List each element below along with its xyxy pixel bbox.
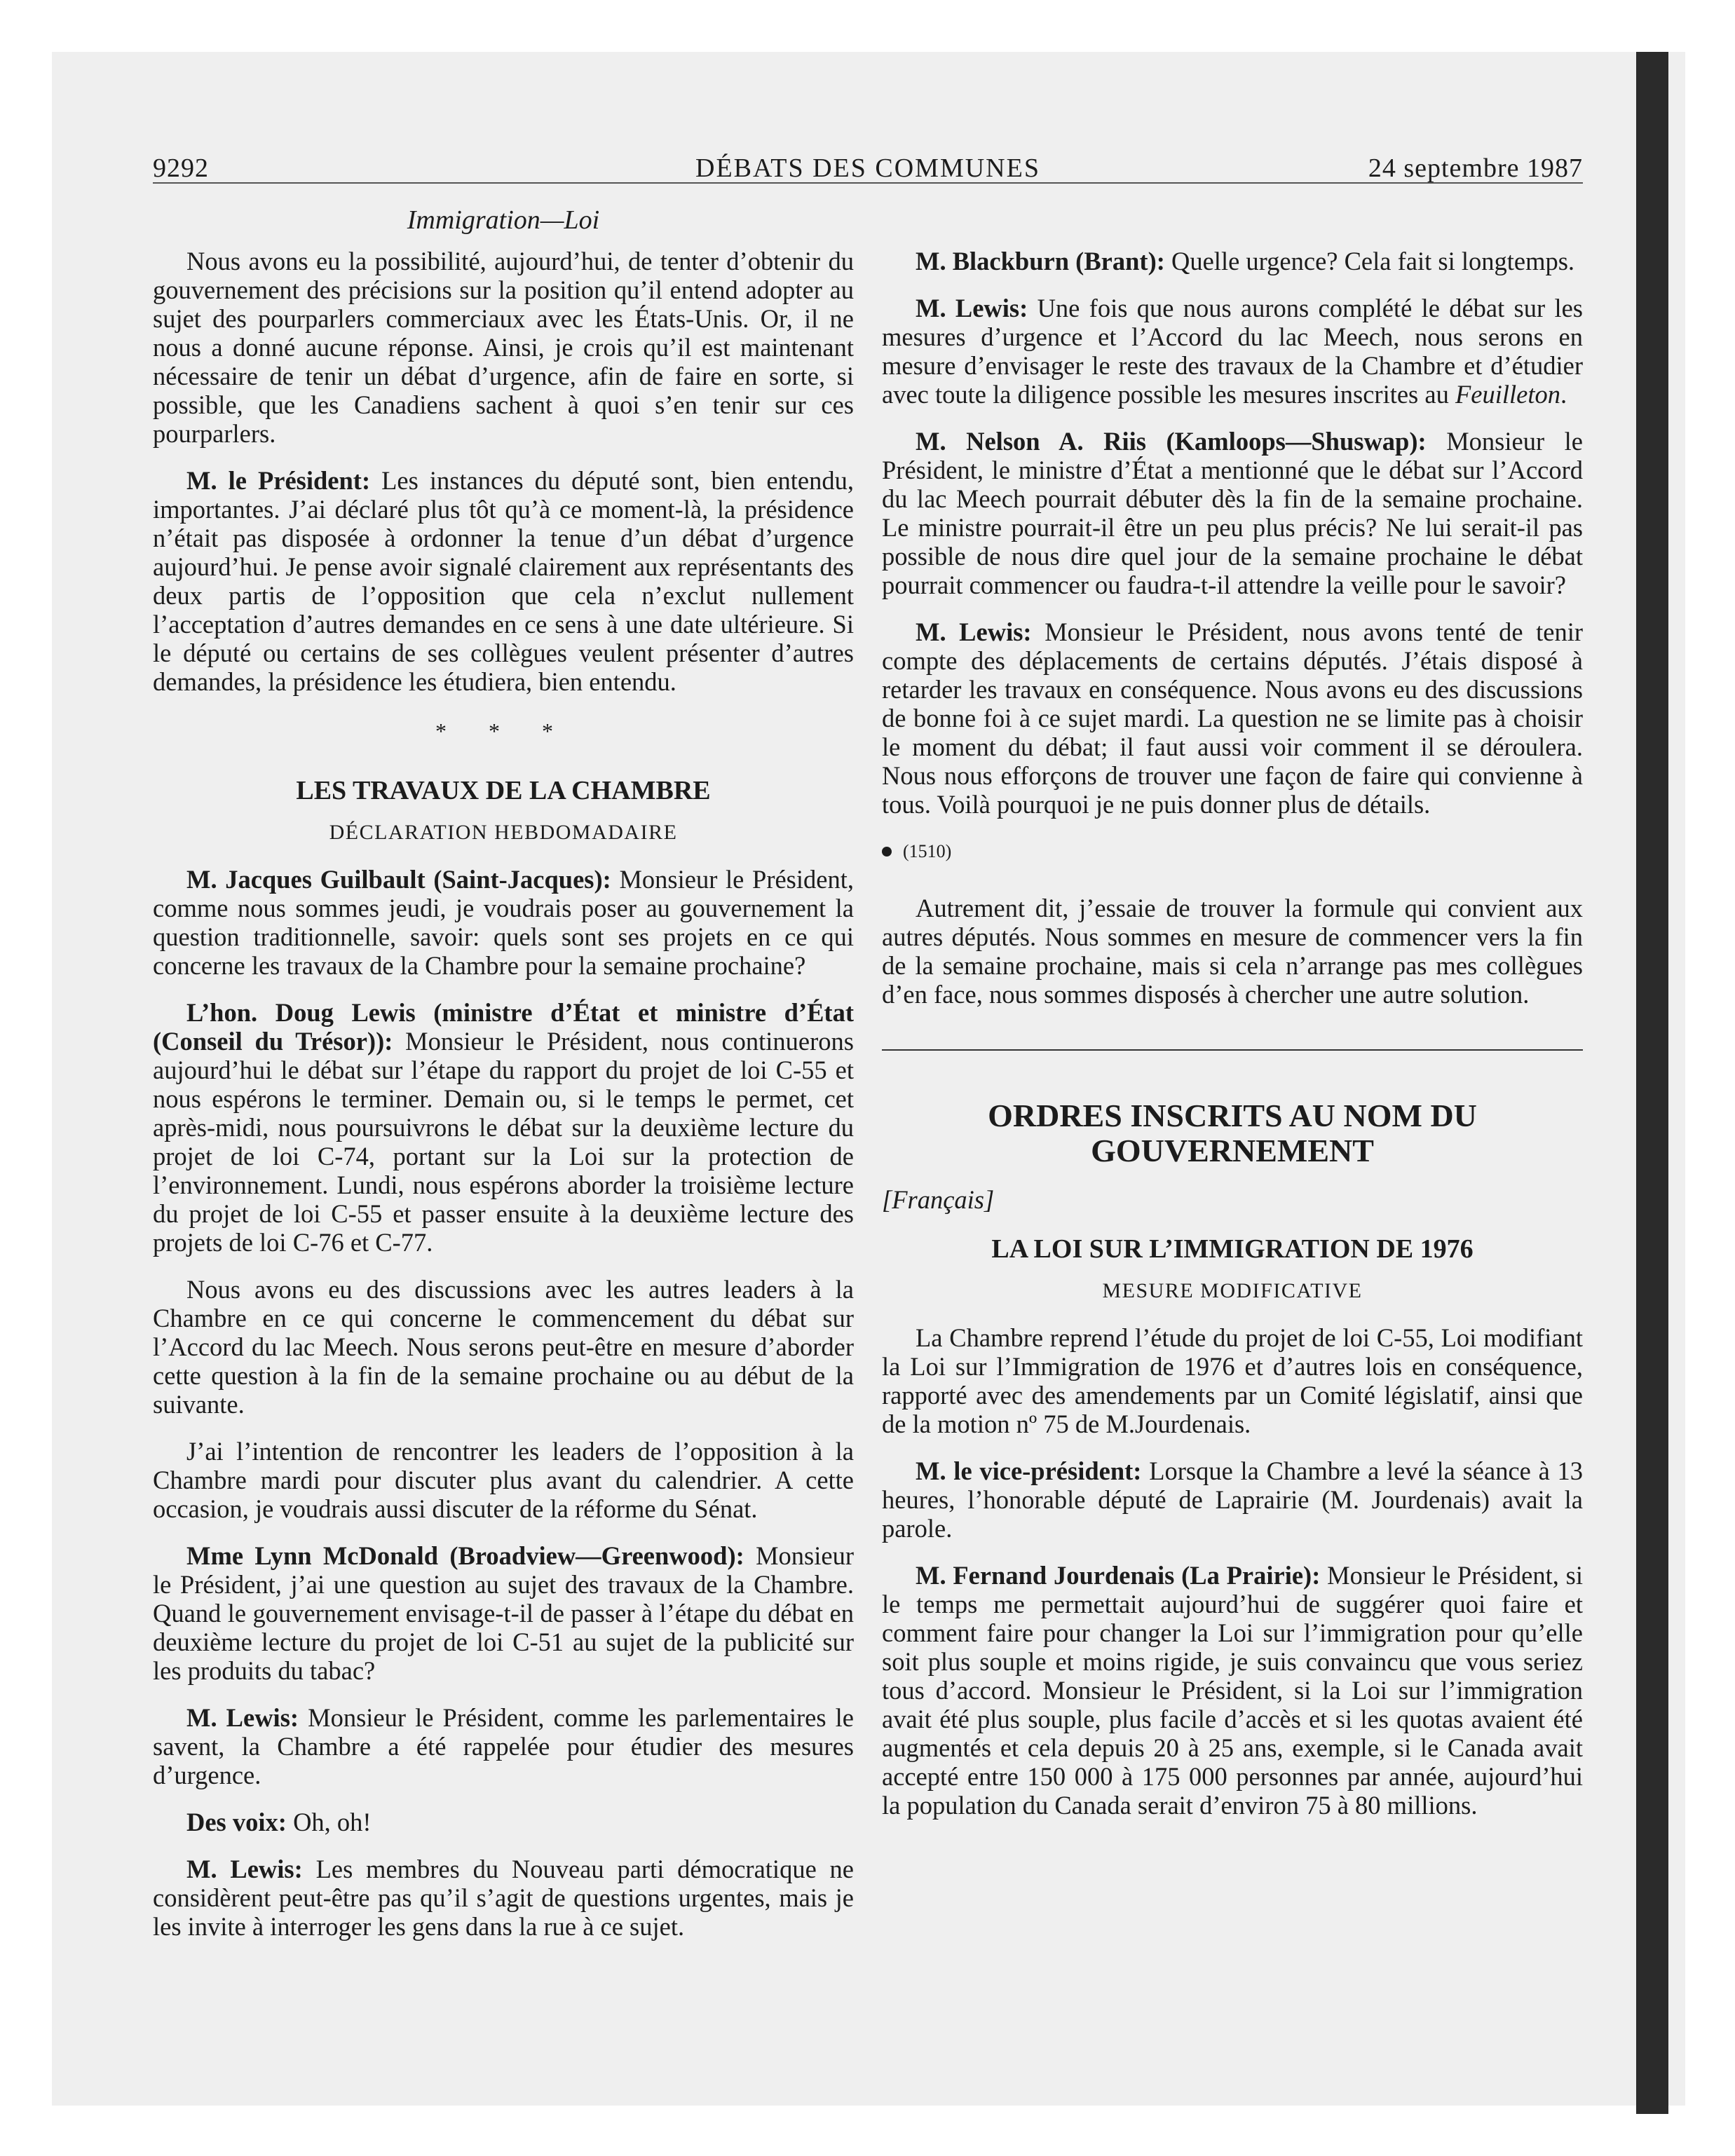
paragraph xyxy=(153,998,854,1257)
speaker-name: L’hon. Doug Lewis (ministre d’État et ministre d’État (Conseil du Trésor)): xyxy=(153,998,854,1056)
bill-title: LA LOI SUR L’IMMIGRATION DE 1976 xyxy=(991,1234,1474,1264)
paragraph xyxy=(153,1808,854,1836)
orders-heading-line1: ORDRES INSCRITS AU NOM DU xyxy=(988,1098,1477,1133)
page-date: 24 septembre 1987 xyxy=(1368,153,1583,183)
paragraph: Nous avons eu des discussions avec les autres leaders à la Chambre en ce qui concerne le commencement du débat sur l’Accord du lac Meech. Nous serons peut-être en mesure d’aborder cette question à la fin de la semaine prochaine ou au début de la suivante. xyxy=(153,1275,854,1419)
speech-text: Monsieur le Président, nous continuerons aujourd’hui le débat sur l’étape du rapport du projet de loi C-55 et nous espérons le terminer. Demain ou, si le temps le permet, cet après-midi, nous poursuivrons le débat sur la deuxième lecture du projet de loi C-74, portant sur la Loi sur la protection de l’environnement. Lundi, nous espérons aborder la troisième lecture du projet de loi C-55 et passer ensuite à la deuxième lecture des projets de loi C-76 et C-77. xyxy=(153,1027,854,1257)
speaker-name: M. Fernand Jourdenais (La Prairie): xyxy=(916,1561,1321,1590)
timestamp-text: (1510) xyxy=(903,841,952,861)
paragraph xyxy=(153,1855,854,1941)
speaker-name: M. Jacques Guilbault (Saint-Jacques): xyxy=(186,865,611,894)
speaker-name: M. Lewis: xyxy=(916,294,1028,322)
bullet-icon xyxy=(882,847,892,857)
speech-text: Oh, oh! xyxy=(286,1808,372,1836)
speaker-name: M. Blackburn (Brant): xyxy=(916,247,1165,275)
speaker-name: M. Lewis: xyxy=(186,1703,299,1732)
paragraph xyxy=(882,427,1583,599)
paragraph xyxy=(882,1456,1583,1543)
section-divider xyxy=(882,1049,1583,1051)
speech-text: Les instances du député sont, bien entendu, importantes. J’ai déclaré plus tôt qu’à ce moment-là, la présidence n’était pas disposée à ordonner la tenue d’un débat d’urgence aujourd’hui. Je pense avoir signalé clairement aux représentants des deux partis de l’opposition que cela n’exclut nullement l’acceptation d’autres demandes en ce sens à une date ultérieure. Si le député ou certains de ses collègues veulent présenter d’autres demandes, la présidence les étudiera, bien entendu. xyxy=(153,466,854,696)
paragraph xyxy=(882,247,1583,275)
speech-text: Monsieur le Président, comme les parlementaires le savent, la Chambre a été rappelée pour étudier des mesures d’urgence. xyxy=(153,1703,854,1789)
speech-text: Monsieur le Président, j’ai une question au sujet des travaux de la Chambre. Quand le gouvernement envisage-t-il de passer à l’étape du débat en deuxième lecture du projet de loi C-51 au sujet de la publicité sur les produits du tabac? xyxy=(153,1541,854,1685)
speaker-name: Des voix: xyxy=(186,1808,287,1836)
running-head: Immigration—Loi xyxy=(407,205,600,235)
speech-text: Une fois que nous aurons complété le débat sur les mesures d’urgence et l’Accord du lac Meech, nous serons en mesure d’envisager le reste des travaux de la Chambre et d’étudier avec toute la diligence possible les mesures inscrites au xyxy=(882,294,1584,409)
paragraph xyxy=(882,1561,1583,1820)
orders-heading-line2: GOUVERNEMENT xyxy=(1091,1133,1374,1168)
speech-text: Monsieur le Président, comme nous sommes jeudi, je voudrais poser au gouvernement la question traditionnelle, savoir: quels sont ses projets en ce qui concerne les travaux de la Chambre pour la semaine prochaine? xyxy=(153,865,854,980)
page-number: 9292 xyxy=(153,153,209,183)
paragraph xyxy=(153,865,854,980)
right-column xyxy=(882,247,1583,1838)
section-separator: * * * xyxy=(435,718,571,744)
left-column xyxy=(153,247,854,1959)
section-title: LES TRAVAUX DE LA CHAMBRE xyxy=(296,776,711,805)
speaker-name: M. Nelson A. Riis (Kamloops—Shuswap): xyxy=(916,427,1427,456)
speaker-name: M. Lewis: xyxy=(186,1855,303,1883)
paragraph: La Chambre reprend l’étude du projet de loi C-55, Loi modifiant la Loi sur l’Immigration de 1976 et d’autres lois en conséquence, rapporté avec des amendements par un Comité législatif, ainsi que de la motion nº 75 de M.Jourdenais. xyxy=(882,1323,1583,1438)
bill-subtitle: MESURE MODIFICATIVE xyxy=(1102,1279,1363,1302)
section-subtitle: DÉCLARATION HEBDOMADAIRE xyxy=(329,821,678,844)
paragraph xyxy=(153,1541,854,1685)
paragraph: J’ai l’intention de rencontrer les leaders de l’opposition à la Chambre mardi pour discuter plus avant du calendrier. A cette occasion, je voudrais aussi discuter de la réforme du Sénat. xyxy=(153,1437,854,1523)
language-tag: [Français] xyxy=(882,1185,995,1214)
speech-text: Monsieur le Président, le ministre d’État a mentionné que le débat sur l’Accord du lac Meech pourrait débuter dès la fin de la semaine prochaine. Le ministre pourrait-il être un peu plus précis? Ne lui serait-il pas possible de nous dire quel jour de la semaine prochaine le débat pourrait commencer ou faudra-t-il attendre la veille pour le savoir? xyxy=(882,427,1583,599)
speaker-name: Mme Lynn McDonald (Broadview—Greenwood): xyxy=(186,1541,744,1570)
journal-title: DÉBATS DES COMMUNES xyxy=(695,153,1040,183)
speech-text: Quelle urgence? Cela fait si longtemps. xyxy=(1164,247,1575,275)
paragraph xyxy=(882,618,1583,819)
italic-term: Feuilleton xyxy=(1455,380,1560,409)
paragraph xyxy=(882,294,1583,409)
paragraph xyxy=(153,466,854,696)
speaker-name: M. le vice-président: xyxy=(916,1456,1142,1485)
speech-text: Monsieur le Président, nous avons tenté de tenir compte des déplacements de certains députés. J’étais disposé à retarder les travaux en conséquence. Nous avons eu des discussions de bonne foi à ce sujet mardi. La question ne se limite pas à choisir le moment du débat; il faut aussi voir comment il se déroulera. Nous nous efforçons de trouver une façon de faire qui convienne à tous. Voilà pourquoi je ne puis donner plus de détails. xyxy=(882,618,1584,819)
page-header xyxy=(153,149,1583,184)
paragraph xyxy=(153,1703,854,1789)
speech-text: Lorsque la Chambre a levé la séance à 13 heures, l’honorable député de Laprairie (M. Jourdenais) avait la parole. xyxy=(882,1456,1583,1543)
speech-text-end: . xyxy=(1560,380,1567,409)
paragraph: Nous avons eu la possibilité, aujourd’hui, de tenter d’obtenir du gouvernement des précisions sur la position qu’il entend adopter au sujet des pourparlers commerciaux avec les États-Unis. Or, il ne nous a donné aucune réponse. Ainsi, je crois qu’il est maintenant nécessaire de tenir un débat d’urgence, afin de faire en sorte, si possible, que les Canadiens sachent à quoi s’en tenir sur ces pourparlers. xyxy=(153,247,854,448)
speaker-name: M. le Président: xyxy=(186,466,371,495)
orders-heading xyxy=(882,1098,1583,1168)
speaker-name: M. Lewis: xyxy=(916,618,1032,646)
speech-text: Les membres du Nouveau parti démocratique ne considèrent peut-être pas qu’il s’agit de questions urgentes, mais je les invite à interroger les gens dans la rue à ce sujet. xyxy=(153,1855,855,1941)
scan-edge xyxy=(1636,52,1668,2114)
timestamp-marker xyxy=(882,837,1583,866)
paragraph: Autrement dit, j’essaie de trouver la formule qui convient aux autres députés. Nous sommes en mesure de commencer vers la fin de la semaine prochaine, mais si cela n’arrange pas mes collègues d’en face, nous sommes disposés à chercher une autre solution. xyxy=(882,894,1583,1009)
speech-text: Monsieur le Président, si le temps me permettait aujourd’hui de suggérer quoi faire et comment faire pour changer la Loi sur l’immigration pour qu’elle soit plus souple et moins rigide, je suis convaincu que vous seriez tous d’accord. Monsieur le Président, si la Loi sur l’immigration avait été plus souple, plus facile d’accès et si les quotas avaient été augmentés et cela depuis 20 à 25 ans, exemple, si le Canada avait accepté entre 150 000 à 175 000 personnes par année, aujourd’hui la population du Canada serait d’environ 75 à 80 millions. xyxy=(882,1561,1583,1820)
